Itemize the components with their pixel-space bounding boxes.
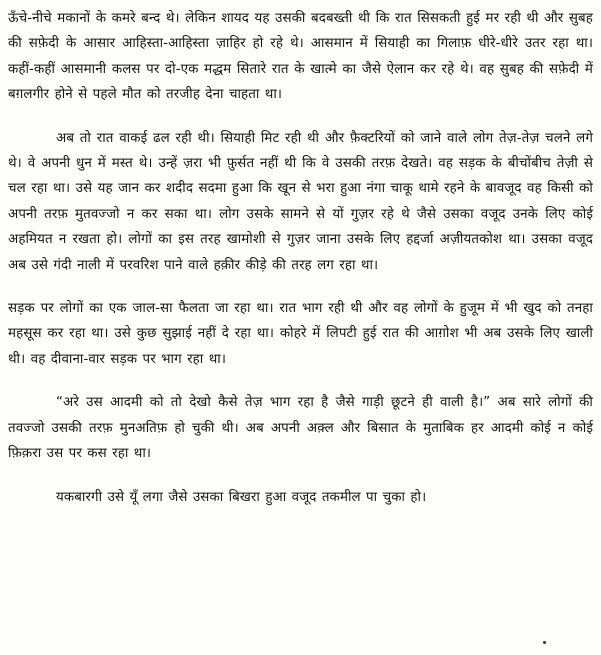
paragraph-2: अब तो रात वाकई ढल रही थी। सियाही मिट रही थी और फ़ैक्टरियों को जाने वाले लोग तेज़-तेज़ चलने लगे थे। वे अपनी धुन में मस्त थे। उन्हें ज़रा भी फ़ुर्सत नहीं थी कि वे उसकी तरफ़ देखते। वह सड़क के बीचोंबीच तेज़ी से चल रहा था। उसे यह जान कर शदीद सदमा हुआ कि खून से भरा हुआ नंगा चाकू थामे रहने के बावजूद वह किसी को अपनी तरफ़ मुतवज्जो न कर सका था। लोग उसके सामने से यों गुज़र रहे थे जैसे उसका वजूद उनके लिए कोई अहमियत न रखता हो। लोगों का इस तरह खामोशी से गुज़र जाना उसके लिए हद्दर्जा अज़ीयतकोश था। उसका वजूद अब उसे गंदी नाली में परवरिश पाने वाले हक़ीर कीड़े की तरह लग रहा था। (8, 130, 593, 273)
paragraph-4: “अरे उस आदमी को तो देखो कैसे तेज़ भाग रहा है जैसे गाड़ी छूटने ही वाली है।” अब सारे लोगों की तवज्जो उसकी तरफ़ मुनअतिफ़ हो चुकी थी। अब अपनी अक़्ल और बिसात के मुताबिक हर आदमी कोई न कोई फ़िक़रा उस पर कस रहा था। (8, 395, 593, 462)
paragraph-1: ऊँचे-नीचे मकानों के कमरे बन्द थे। लेकिन शायद यह उसकी बदबख्ती थी कि रात सिसकती हुई मर रही थी और सुबह की सफ़ेदी के आसार आहिस्ता-आहिस्ता ज़ाहिर हो रहे थे। आसमान में सियाही का गिलाफ़ धीरे-धीरे उतर रहा था। कहीं-कहीं आसमानी कलस पर दो-एक मद्धम सितारे रात के खात्मे का जैसे ऐलान कर रहे थे। वह सुबह की सफ़ेदी में बग़लगीर होने से पहले मौत को तरजीह देना चाहता था। (8, 11, 593, 103)
paragraph-5: यकबारगी उसे यूँ लगा जैसे उसका बिखरा हुआ वजूद तकमील पा चुका हो। (56, 489, 427, 505)
paragraph-3: सड़क पर लोगों का एक जाल-सा फैलता जा रहा था। रात भाग रही थी और वह लोगों के हुजूम में भी खुद को तनहा महसूस कर रहा था। उसे कुछ सुझाई नहीं दे रहा था। कोहरे में लिपटी हुई रात की आग़ोश भी अब उसके लिए खाली थी। वह दीवाना-वार सड़क पर भाग रहा था। (8, 301, 593, 367)
ink-speck (543, 641, 546, 644)
